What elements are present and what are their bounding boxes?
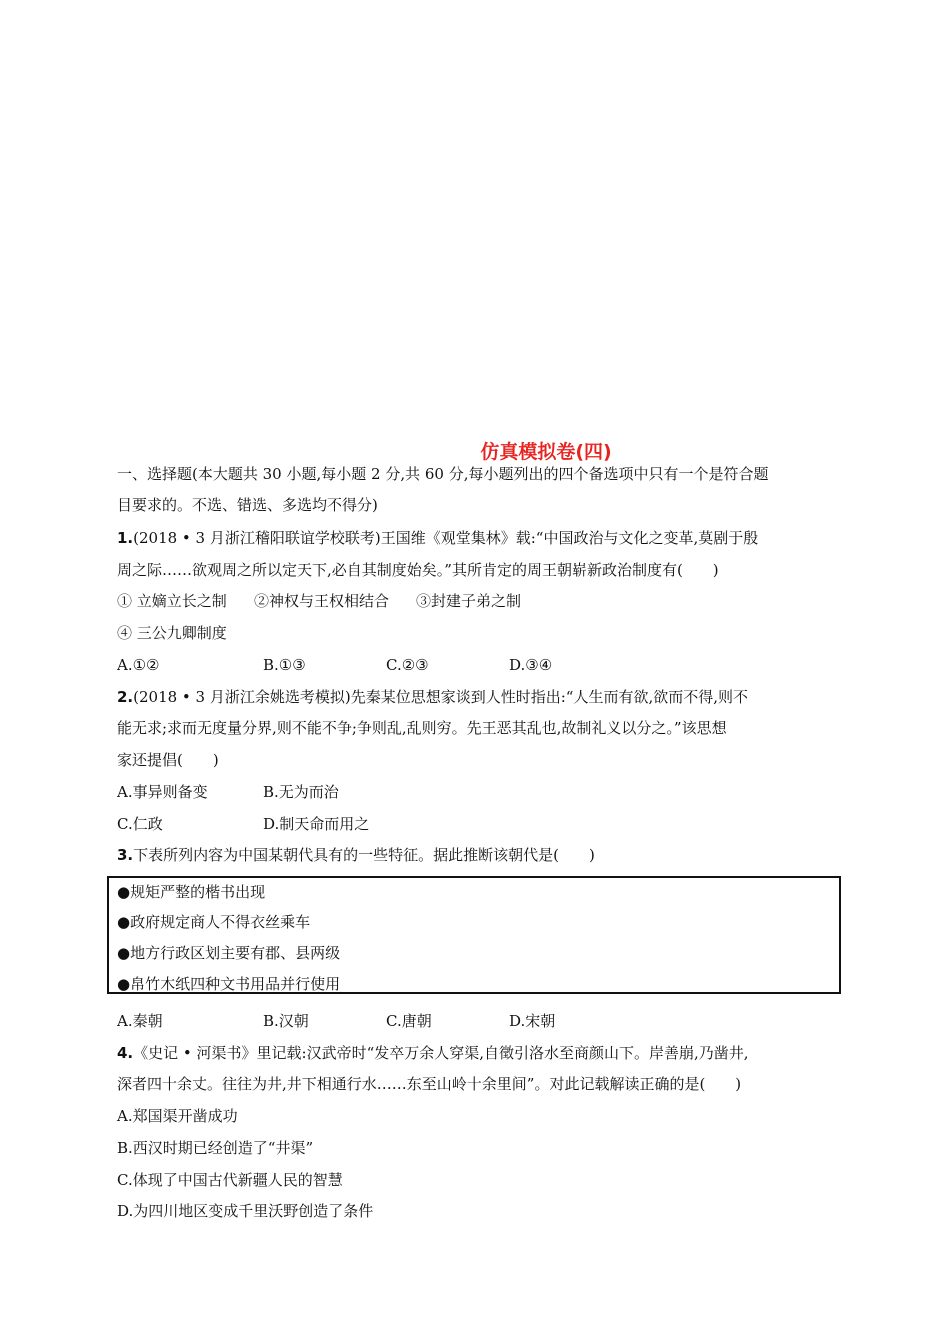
- question-2-line-1: [117, 687, 748, 707]
- question-4-line-1: [117, 1043, 749, 1063]
- question-3-option-a[interactable]: A.秦朝: [117, 1012, 163, 1030]
- question-1-number: 1.: [117, 529, 134, 547]
- question-2-number: 2.: [117, 688, 134, 706]
- question-4-option-d[interactable]: D.为四川地区变成千里沃野创造了条件: [117, 1202, 374, 1220]
- question-2-option-c[interactable]: C.仁政: [117, 815, 163, 833]
- question-4-option-c[interactable]: C.体现了中国古代新疆人民的智慧: [117, 1171, 343, 1189]
- question-2-option-b[interactable]: B.无为而治: [263, 783, 339, 801]
- question-1-line-2: 周之际……欲观周之所以定天下,必自其制度始矣。”其所肯定的周王朝崭新政治制度有( ): [117, 561, 719, 579]
- question-1-line-1: [117, 528, 758, 548]
- feature-table: [107, 876, 841, 994]
- feature-row-3: ●地方行政区划主要有郡、县两级: [117, 944, 341, 962]
- question-4-stem-1: 《史记 • 河渠书》里记载:汉武帝时“发卒万余人穿渠,自徵引洛水至商颜山下。岸善崩,乃凿井,: [133, 1044, 749, 1062]
- question-4-number: 4.: [117, 1044, 134, 1062]
- question-2-stem-1: (2018 • 3 月浙江余姚选考模拟)先秦某位思想家谈到人性时指出:“人生而有欲,欲而不得,则不: [133, 688, 748, 706]
- question-1-item-2: ②神权与王权相结合: [254, 592, 390, 610]
- question-3-option-c[interactable]: C.唐朝: [386, 1012, 432, 1030]
- feature-row-2: ●政府规定商人不得衣丝乘车: [117, 913, 311, 931]
- question-1-option-a[interactable]: A.①②: [117, 656, 160, 674]
- question-1-stem-1: (2018 • 3 月浙江稽阳联谊学校联考)王国维《观堂集林》载:“中国政治与文化之变革,莫剧于殷: [133, 529, 759, 547]
- question-4-option-a[interactable]: A.郑国渠开凿成功: [117, 1107, 238, 1125]
- feature-row-4: ●帛竹木纸四种文书用品并行使用: [117, 975, 341, 993]
- question-3-line-1: [117, 845, 595, 865]
- question-1-item-3: ③封建子弟之制: [416, 592, 522, 610]
- page-title: 仿真模拟卷(四): [480, 441, 612, 463]
- question-3-option-d[interactable]: D.宋朝: [509, 1012, 556, 1030]
- question-4-line-2: 深者四十余丈。往往为井,井下相通行水……东至山岭十余里间”。对此记载解读正确的是( ): [117, 1075, 742, 1093]
- section-instructions-line-2: 目要求的。不选、错选、多选均不得分): [117, 496, 378, 514]
- question-2-option-a[interactable]: A.事异则备变: [117, 783, 208, 801]
- question-3-number: 3.: [117, 846, 134, 864]
- question-1-item-4: ④ 三公九卿制度: [117, 624, 227, 642]
- question-2-option-d[interactable]: D.制天命而用之: [263, 815, 370, 833]
- question-1-option-d[interactable]: D.③④: [509, 656, 553, 674]
- question-2-line-3: 家还提倡( ): [117, 751, 219, 769]
- section-instructions-line-1: 一、选择题(本大题共 30 小题,每小题 2 分,共 60 分,每小题列出的四个备选项中只有一个是符合题: [117, 465, 769, 483]
- question-1-option-b[interactable]: B.①③: [263, 656, 306, 674]
- question-3-option-b[interactable]: B.汉朝: [263, 1012, 309, 1030]
- question-1-item-1: ① 立嫡立长之制: [117, 592, 227, 610]
- question-4-option-b[interactable]: B.西汉时期已经创造了“井渠”: [117, 1139, 314, 1157]
- feature-row-1: ●规矩严整的楷书出现: [117, 883, 266, 901]
- question-2-line-2: 能无求;求而无度量分界,则不能不争;争则乱,乱则穷。先王恶其乱也,故制礼义以分之。”该思想: [117, 719, 727, 737]
- question-1-option-c[interactable]: C.②③: [386, 656, 429, 674]
- question-3-stem-1: 下表所列内容为中国某朝代具有的一些特征。据此推断该朝代是( ): [133, 846, 595, 864]
